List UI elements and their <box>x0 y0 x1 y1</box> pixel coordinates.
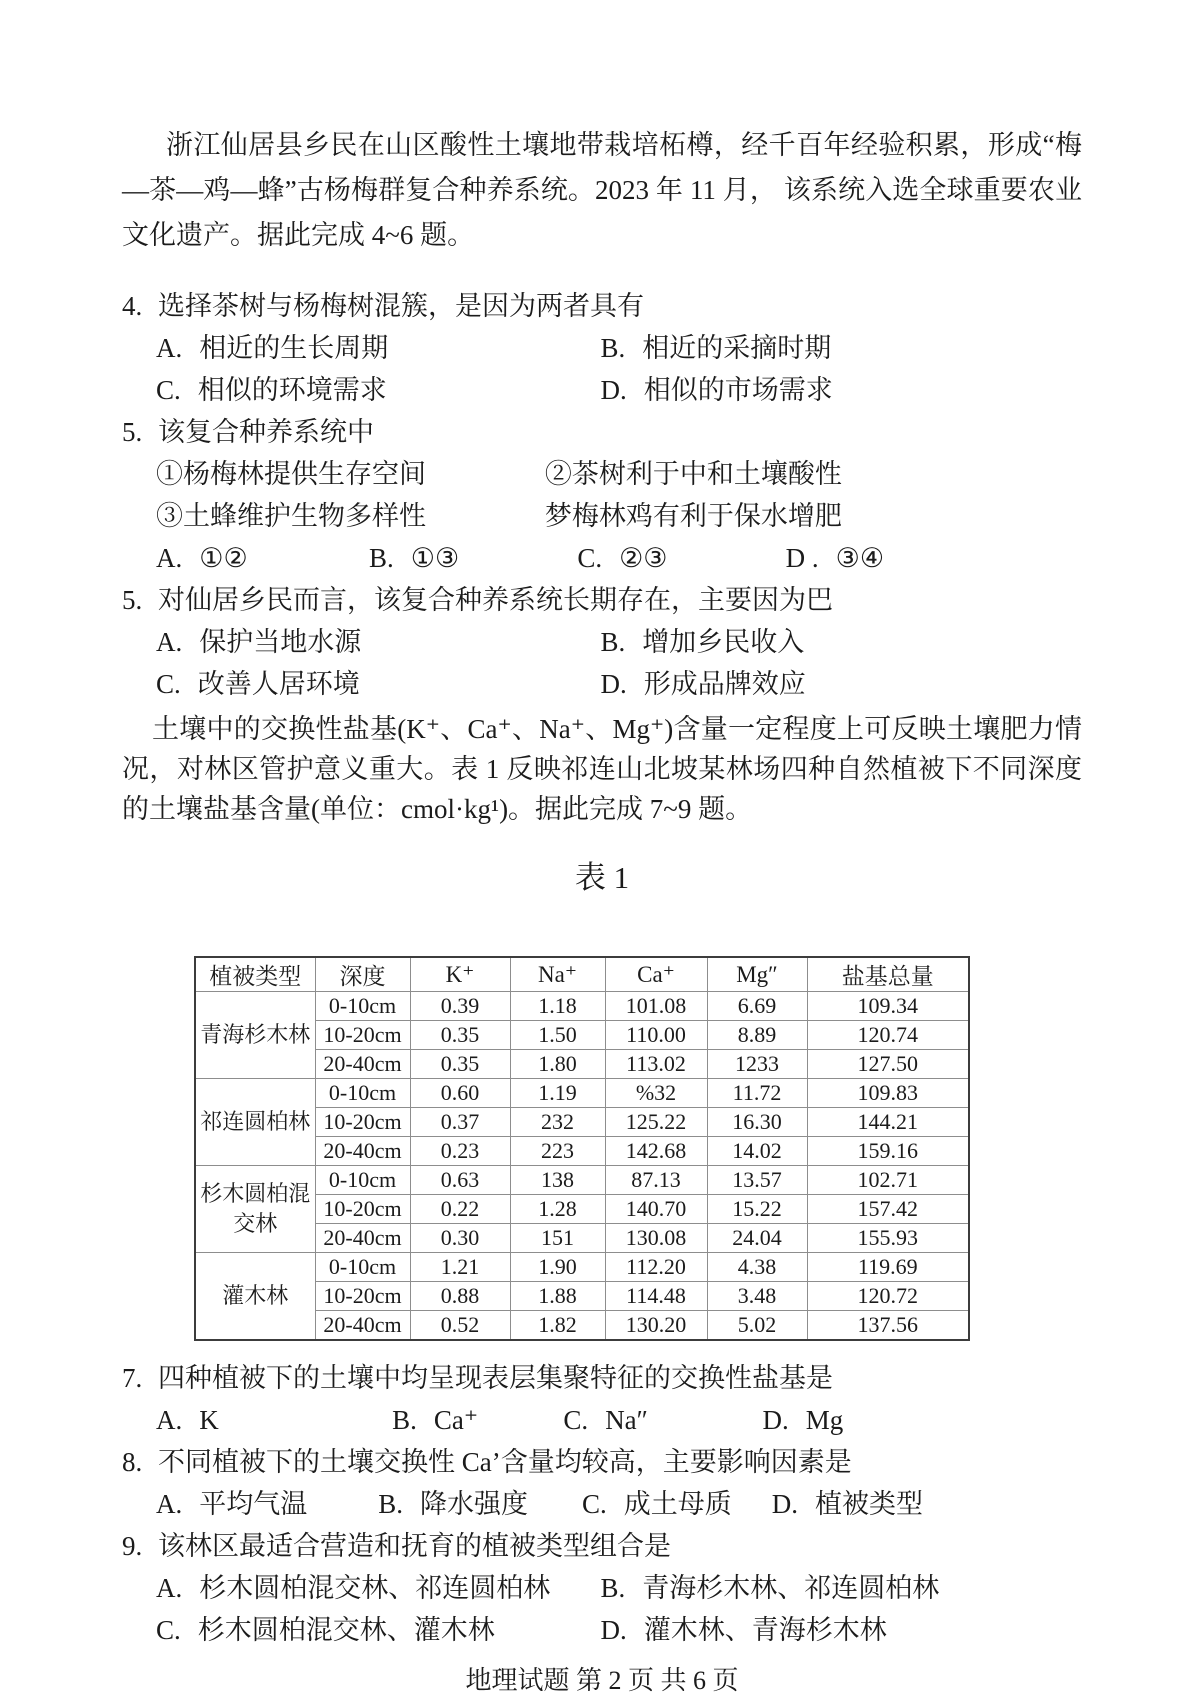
table-cell: 1.18 <box>510 992 605 1021</box>
option-c <box>582 1483 772 1525</box>
table-row <box>195 1079 969 1108</box>
option-text: 平均气温 <box>199 1489 308 1519</box>
question-4-options-row-2 <box>122 369 1082 411</box>
question-9-options-row-2 <box>122 1609 1082 1651</box>
option-b <box>600 621 1082 663</box>
option-label: C. <box>581 1489 607 1519</box>
table-cell: 20-40cm <box>315 1224 410 1253</box>
option-label: B. <box>378 1489 403 1519</box>
table-cell: 0.52 <box>410 1311 510 1341</box>
option-text: 杉木圆柏混交林、祁连圆柏林 <box>199 1573 551 1603</box>
option-text: ②③ <box>619 543 668 573</box>
col-header-depth: 深度 <box>315 957 410 992</box>
option-text: 保护当地水源 <box>199 627 362 657</box>
option-text: Ca⁺ <box>433 1405 479 1435</box>
question-number: 8. <box>122 1447 143 1477</box>
table-cell: 20-40cm <box>315 1050 410 1079</box>
option-label: B. <box>600 1573 626 1603</box>
option-c <box>156 663 600 705</box>
option-label: C. <box>156 669 181 699</box>
table-cell: 10-20cm <box>315 1021 410 1050</box>
option-label: A. <box>156 1489 183 1519</box>
option-a <box>156 537 369 579</box>
table-cell: 151 <box>510 1224 605 1253</box>
option-label: D. <box>762 1405 789 1435</box>
table-cell: 142.68 <box>605 1137 707 1166</box>
table-cell: 120.74 <box>807 1021 969 1050</box>
option-d <box>600 1609 1082 1651</box>
table-cell: 0.63 <box>410 1166 510 1195</box>
question-5a-subitems-row-1 <box>122 453 1082 495</box>
option-d <box>763 1399 1082 1441</box>
question-stem: 该林区最适合营造和抚育的植被类型组合是 <box>158 1531 671 1561</box>
option-c <box>577 537 785 579</box>
option-d <box>772 1483 1082 1525</box>
table-cell: 223 <box>510 1137 605 1166</box>
col-header-na: Na⁺ <box>510 957 605 992</box>
option-text: Mg <box>805 1405 844 1435</box>
option-label: A. <box>156 543 183 573</box>
vegetation-type-cell: 灌木林 <box>195 1253 315 1341</box>
table-cell: 1.90 <box>510 1253 605 1282</box>
option-label: A. <box>156 1405 183 1435</box>
table-cell: 130.08 <box>605 1224 707 1253</box>
option-b <box>600 327 1082 369</box>
option-label: B. <box>600 333 626 363</box>
table-cell: 15.22 <box>707 1195 807 1224</box>
table-cell: 1.21 <box>410 1253 510 1282</box>
table-cell: 0-10cm <box>315 1166 410 1195</box>
option-a <box>156 327 600 369</box>
table-cell: 1.19 <box>510 1079 605 1108</box>
table-cell: 1.50 <box>510 1021 605 1050</box>
table-cell: 0.60 <box>410 1079 510 1108</box>
sub-item-1: ①杨梅林提供生存空间 <box>156 459 426 489</box>
option-a <box>156 1567 600 1609</box>
question-4-options-row-1 <box>122 327 1082 369</box>
option-label: D. <box>600 669 627 699</box>
table-cell: 112.20 <box>605 1253 707 1282</box>
option-label: A. <box>156 627 183 657</box>
option-label: C. <box>563 1405 589 1435</box>
table-cell: 24.04 <box>707 1224 807 1253</box>
option-text: 形成品牌效应 <box>643 669 806 699</box>
table-cell: 1.88 <box>510 1282 605 1311</box>
table-cell: 13.57 <box>707 1166 807 1195</box>
table-title: 表 1 <box>574 860 630 895</box>
table-cell: %32 <box>605 1079 707 1108</box>
option-label: C. <box>156 1615 181 1645</box>
option-text: 相近的生长周期 <box>199 333 389 363</box>
option-b <box>600 1567 1082 1609</box>
option-text: 改善人居环境 <box>197 669 360 699</box>
question-9-options-row-1 <box>122 1567 1082 1609</box>
col-header-vegetation: 植被类型 <box>195 957 315 992</box>
option-text: 成土母质 <box>623 1489 732 1519</box>
option-text: ①③ <box>410 543 460 573</box>
table-cell: 138 <box>510 1166 605 1195</box>
option-label: D. <box>600 1615 627 1645</box>
table-cell: 140.70 <box>605 1195 707 1224</box>
table-cell: 0-10cm <box>315 1079 410 1108</box>
option-text: ③④ <box>835 543 885 573</box>
table-cell: 11.72 <box>707 1079 807 1108</box>
table-cell: 119.69 <box>807 1253 969 1282</box>
table-cell: 0.37 <box>410 1108 510 1137</box>
question-number: 7. <box>122 1363 143 1393</box>
option-b <box>378 1483 582 1525</box>
table-cell: 14.02 <box>707 1137 807 1166</box>
question-number: 5. <box>122 417 143 447</box>
option-label: D . <box>785 543 819 573</box>
option-d <box>600 369 1082 411</box>
question-stem: 不同植被下的土壤交换性 Ca’含量均较高，主要影响因素是 <box>158 1447 852 1477</box>
table-header-row <box>195 957 969 992</box>
table-cell: 144.21 <box>807 1108 969 1137</box>
table-cell: 10-20cm <box>315 1195 410 1224</box>
option-text: 植被类型 <box>815 1489 924 1519</box>
table-cell: 87.13 <box>605 1166 707 1195</box>
question-stem: 四种植被下的土壤中均呈现表层集聚特征的交换性盐基是 <box>158 1363 833 1393</box>
page-footer: 地理试题 第 2 页 共 6 页 <box>465 1666 739 1695</box>
option-label: C. <box>577 543 603 573</box>
vegetation-type-cell: 祁连圆柏林 <box>195 1079 315 1166</box>
option-a <box>156 1399 392 1441</box>
question-5b <box>122 579 1082 621</box>
table-cell: 0.35 <box>410 1021 510 1050</box>
table-cell: 109.83 <box>807 1079 969 1108</box>
sub-item-3: ③土蜂维护生物多样性 <box>156 501 426 531</box>
table-row <box>195 1253 969 1282</box>
table-cell: 0-10cm <box>315 992 410 1021</box>
question-8 <box>122 1441 1082 1483</box>
table-cell: 0-10cm <box>315 1253 410 1282</box>
question-4 <box>122 285 1082 327</box>
table-cell: 6.69 <box>707 992 807 1021</box>
table-cell: 159.16 <box>807 1137 969 1166</box>
question-number: 9. <box>122 1531 143 1561</box>
option-b <box>369 537 577 579</box>
option-label: C. <box>156 375 181 405</box>
option-label: B. <box>368 543 394 573</box>
table-cell: 120.72 <box>807 1282 969 1311</box>
table-cell: 127.50 <box>807 1050 969 1079</box>
vegetation-type-cell: 青海杉木林 <box>195 992 315 1079</box>
question-5a-subitems-row-2 <box>122 495 1082 537</box>
option-text: 杉木圆柏混交林、灌木林 <box>197 1615 495 1645</box>
question-7-options-row <box>122 1399 1082 1441</box>
table-cell: 20-40cm <box>315 1137 410 1166</box>
question-9 <box>122 1525 1082 1567</box>
table-cell: 1.28 <box>510 1195 605 1224</box>
table-cell: 20-40cm <box>315 1311 410 1341</box>
table-cell: 125.22 <box>605 1108 707 1137</box>
option-a <box>156 621 600 663</box>
col-header-ca: Ca⁺ <box>605 957 707 992</box>
table-row <box>195 1166 969 1195</box>
option-c <box>156 369 600 411</box>
table-cell: 109.34 <box>807 992 969 1021</box>
question-7 <box>122 1357 1082 1399</box>
table-cell: 110.00 <box>605 1021 707 1050</box>
question-stem: 该复合种养系统中 <box>158 417 374 447</box>
option-label: D. <box>771 1489 799 1519</box>
option-text: 相似的环境需求 <box>197 375 387 405</box>
question-8-options-row <box>122 1483 1082 1525</box>
table-cell: 0.35 <box>410 1050 510 1079</box>
col-header-total: 盐基总量 <box>807 957 969 992</box>
table-cell: 137.56 <box>807 1311 969 1341</box>
option-text: 相似的市场需求 <box>643 375 833 405</box>
question-number: 4. <box>122 291 143 321</box>
sub-item-4: 梦梅林鸡有利于保水增肥 <box>544 501 842 531</box>
question-number: 5. <box>122 585 143 615</box>
option-text: 青海杉木林、祁连圆柏林 <box>642 1573 940 1603</box>
vegetation-type-cell: 杉木圆柏混交林 <box>195 1166 315 1253</box>
question-5b-options-row-2 <box>122 663 1082 705</box>
option-c <box>156 1609 600 1651</box>
option-d <box>786 537 1082 579</box>
intro-paragraph-2: 土壤中的交换性盐基(K⁺、Ca⁺、Na⁺、Mg⁺)含量一定程度上可反映土壤肥力情况，对林区管护意义重大。表 1 反映祁连山北坡某林场四种自然植被下不同深度的土壤盐基含量(单位：cmol·kg¹)。据此完成 7~9 题。 <box>122 714 1082 824</box>
table-cell: 102.71 <box>807 1166 969 1195</box>
table-cell: 10-20cm <box>315 1108 410 1137</box>
table-cell: 130.20 <box>605 1311 707 1341</box>
option-label: B. <box>600 627 626 657</box>
col-header-mg: Mg″ <box>707 957 807 992</box>
option-text: 相近的采摘时期 <box>642 333 832 363</box>
table-cell: 1233 <box>707 1050 807 1079</box>
option-d <box>600 663 1082 705</box>
option-text: Na″ <box>605 1405 648 1435</box>
table-cell: 0.30 <box>410 1224 510 1253</box>
col-header-k: K⁺ <box>410 957 510 992</box>
question-5b-options-row-1 <box>122 621 1082 663</box>
soil-table-wrapper <box>194 956 1082 1341</box>
question-stem: 选择茶树与杨梅树混簇，是因为两者具有 <box>158 291 644 321</box>
sub-item-2: ②茶树利于中和土壤酸性 <box>544 459 842 489</box>
table-cell: 0.22 <box>410 1195 510 1224</box>
option-label: B. <box>392 1405 417 1435</box>
question-5a <box>122 411 1082 453</box>
question-5a-options-row <box>122 537 1082 579</box>
table-cell: 16.30 <box>707 1108 807 1137</box>
option-c <box>563 1399 762 1441</box>
table-cell: 0.39 <box>410 992 510 1021</box>
table-cell: 10-20cm <box>315 1282 410 1311</box>
table-cell: 113.02 <box>605 1050 707 1079</box>
table-cell: 8.89 <box>707 1021 807 1050</box>
table-cell: 157.42 <box>807 1195 969 1224</box>
intro-paragraph-1: 浙江仙居县乡民在山区酸性土壤地带栽培柘樽，经千百年经验积累，形成“梅—茶—鸡—蜂”古杨梅群复合种养系统。2023 年 11 月， 该系统入选全球重要农业文化遗产。据此完成 4~6 题。 <box>122 130 1082 250</box>
table-cell: 114.48 <box>605 1282 707 1311</box>
option-text: 降水强度 <box>420 1489 528 1519</box>
table-cell: 232 <box>510 1108 605 1137</box>
option-b <box>392 1399 563 1441</box>
option-a <box>156 1483 378 1525</box>
table-cell: 0.23 <box>410 1137 510 1166</box>
table-cell: 0.88 <box>410 1282 510 1311</box>
option-label: D. <box>600 375 627 405</box>
table-cell: 3.48 <box>707 1282 807 1311</box>
soil-base-content-table <box>194 956 970 1341</box>
table-row <box>195 992 969 1021</box>
option-label: A. <box>156 1573 183 1603</box>
table-cell: 5.02 <box>707 1311 807 1341</box>
option-text: 增加乡民收入 <box>642 627 805 657</box>
table-cell: 101.08 <box>605 992 707 1021</box>
option-text: K <box>199 1405 219 1435</box>
table-cell: 4.38 <box>707 1253 807 1282</box>
option-label: A. <box>156 333 183 363</box>
question-stem: 对仙居乡民而言，该复合种养系统长期存在，主要因为巴 <box>158 585 833 615</box>
table-cell: 1.80 <box>510 1050 605 1079</box>
option-text: ①② <box>199 543 248 573</box>
table-cell: 1.82 <box>510 1311 605 1341</box>
table-cell: 155.93 <box>807 1224 969 1253</box>
option-text: 灌木林、青海杉木林 <box>643 1615 887 1645</box>
